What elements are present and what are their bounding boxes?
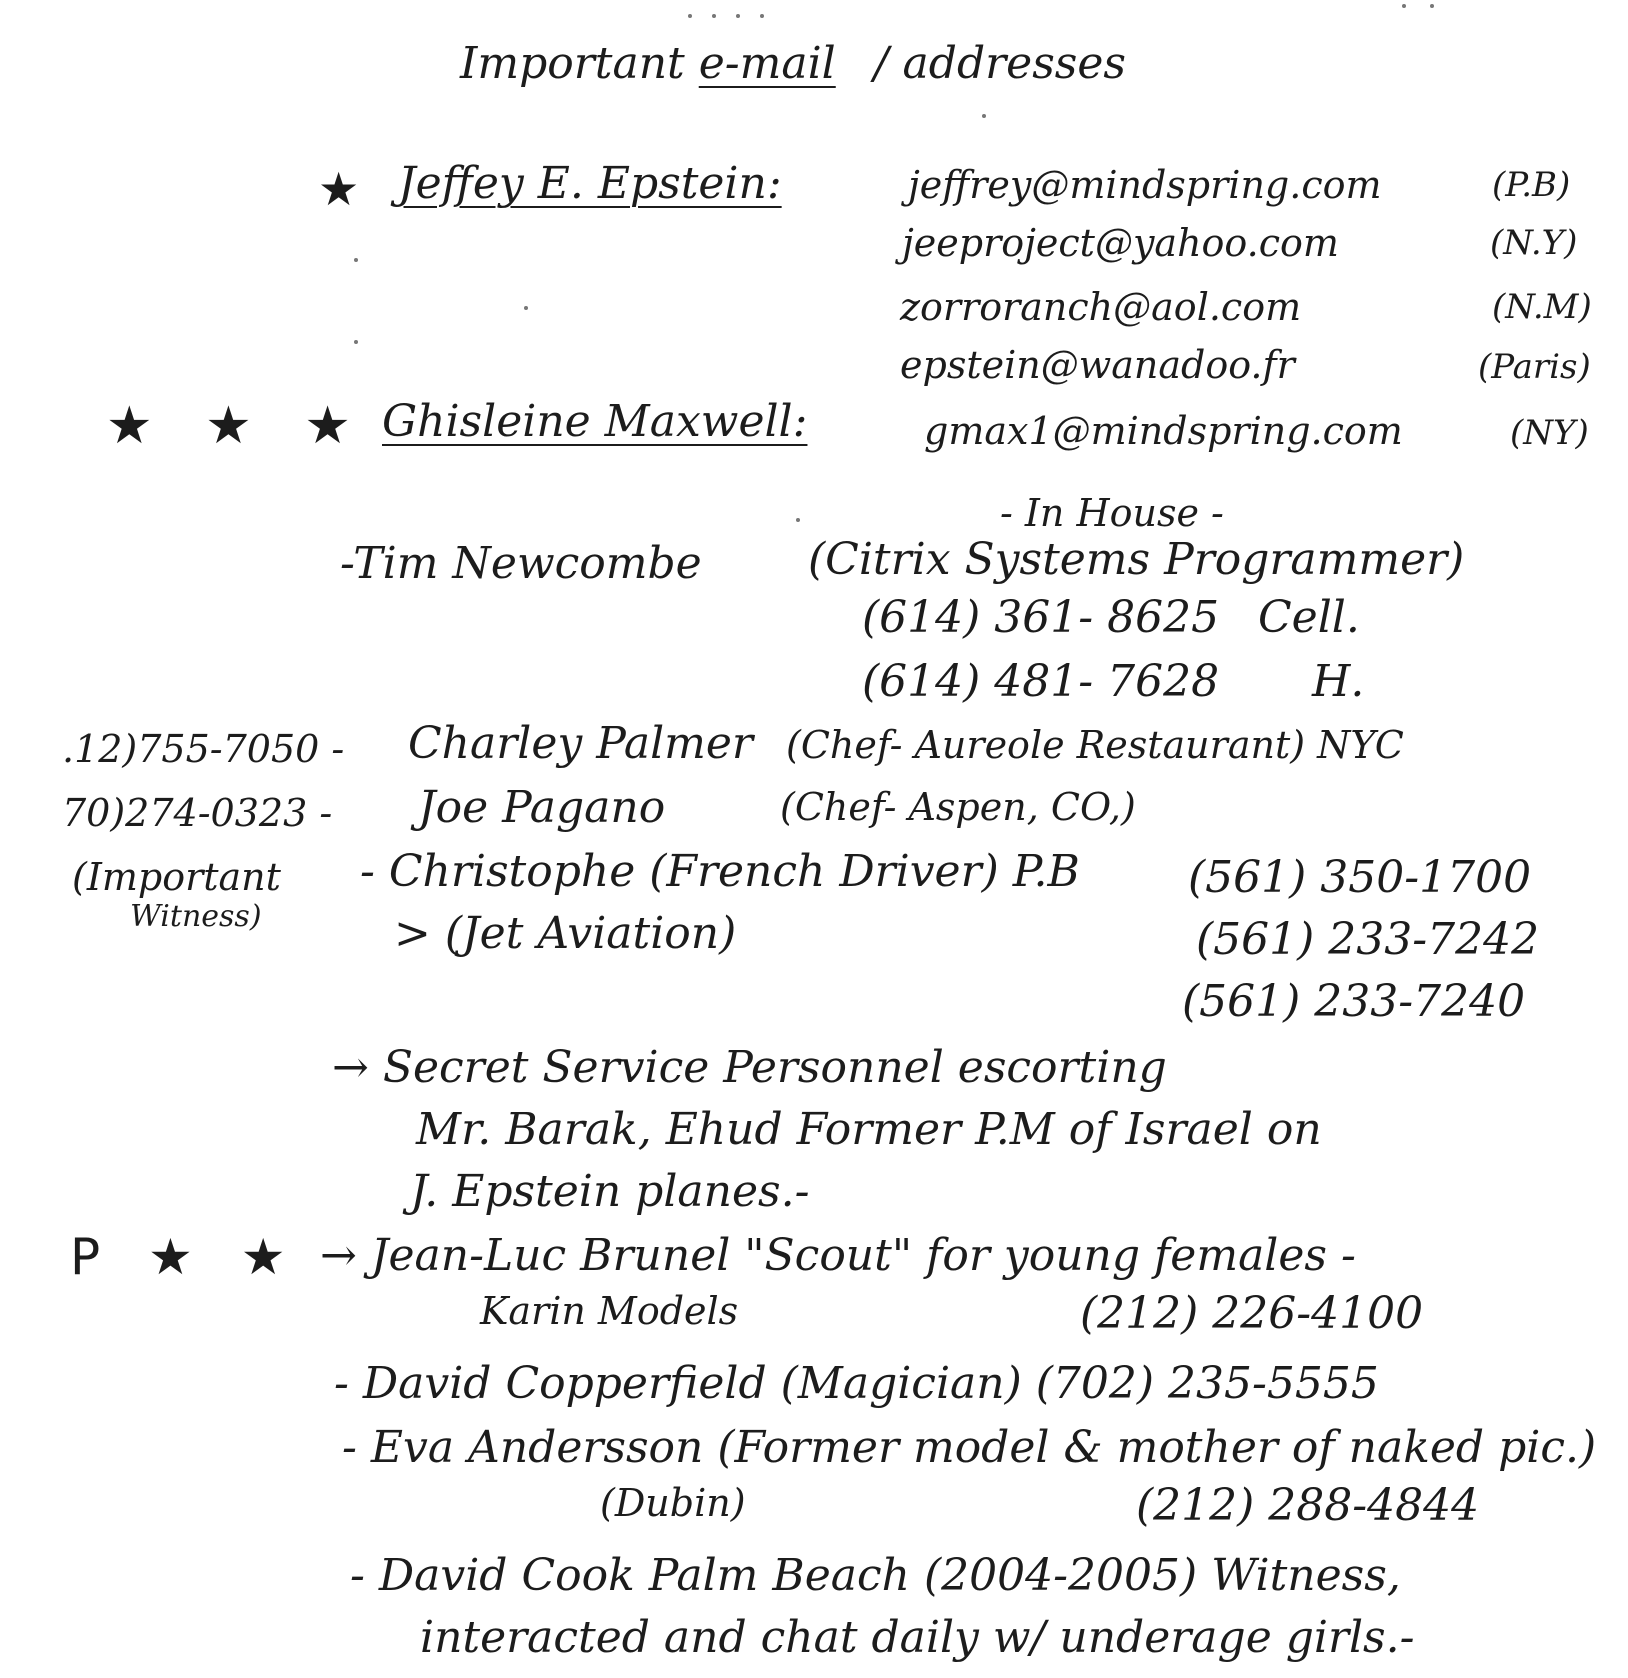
contact-name-eva: - Eva Andersson (Former model & mother of naked pic.) (342, 1422, 1597, 1473)
scan-speck (796, 518, 800, 522)
note-witness: Witness) (130, 899, 262, 934)
email-address: jeffrey@mindspring.com (908, 163, 1382, 207)
email-address: epstein@wanadoo.fr (900, 343, 1295, 387)
contact-sub-eva: (Dubin) (600, 1481, 746, 1525)
phone-number: (212) 288-4844 (1136, 1480, 1480, 1531)
page-title (460, 38, 1126, 89)
title-part1: Important (460, 38, 685, 89)
email-location: (P.B) (1492, 165, 1571, 205)
contact-name-maxwell: Ghisleine Maxwell: (382, 396, 808, 447)
scan-speck (524, 306, 528, 310)
contact-name-epstein: Jeffey E. Epstein: (398, 158, 782, 209)
scan-speck (736, 14, 740, 18)
star-icon: ★ (318, 162, 360, 216)
phone-number: (212) 226-4100 (1080, 1288, 1424, 1339)
phone-number: 70)274-0323 - (62, 791, 333, 835)
scan-speck (982, 114, 986, 118)
phone-number: .12)755-7050 - (62, 727, 345, 771)
contact-role-charley: (Chef- Aureole Restaurant) NYC (786, 723, 1404, 767)
contact-name-christophe: - Christophe (French Driver) P.B (360, 846, 1080, 897)
scan-speck (760, 14, 764, 18)
secret-service-line-3: J. Epstein planes.- (410, 1166, 810, 1217)
email-address: zorroranch@aol.com (900, 285, 1302, 329)
phone-number: (614) 361- 8625 (862, 592, 1220, 643)
phone-number: (561) 233-7240 (1182, 976, 1526, 1027)
note-important: (Important (72, 855, 281, 899)
contact-role-tim: (Citrix Systems Programmer) (808, 534, 1465, 585)
email-address: jeeproject@yahoo.com (902, 221, 1339, 265)
title-part3: / addresses (873, 38, 1126, 89)
secret-service-line-1: → Secret Service Personnel escorting (332, 1042, 1167, 1093)
contact-agency-brunel: Karin Models (480, 1289, 739, 1333)
contact-name-brunel: → Jean-Luc Brunel "Scout" for young females - (320, 1230, 1356, 1281)
phone-type: H. (1312, 656, 1365, 707)
email-location: (N.Y) (1490, 223, 1578, 263)
phone-type: Cell. (1258, 592, 1360, 643)
contact-cook-line-2: interacted and chat daily w/ underage girls.- (420, 1612, 1415, 1663)
email-address: gmax1@mindspring.com (924, 409, 1403, 453)
secret-service-line-2: Mr. Barak, Ehud Former P.M of Israel on (416, 1104, 1322, 1155)
scan-speck (354, 340, 358, 344)
contact-sub-christophe: > (Jet Aviation) (394, 908, 737, 959)
in-house-label: - In House - (1000, 491, 1224, 535)
contact-name-tim: -Tim Newcombe (340, 538, 702, 589)
scan-speck (1430, 4, 1434, 8)
scan-speck (354, 258, 358, 262)
contact-cook-line-1: - David Cook Palm Beach (2004-2005) Witness, (350, 1550, 1401, 1601)
contact-copperfield: - David Copperfield (Magician) (702) 235-5555 (334, 1358, 1379, 1409)
phone-number: (561) 233-7242 (1196, 914, 1540, 965)
email-location: (N.M) (1492, 287, 1592, 327)
scan-speck (688, 14, 692, 18)
phone-number: (561) 350-1700 (1188, 852, 1532, 903)
title-part2: e-mail (698, 38, 836, 89)
contact-name-joe: Joe Pagano (418, 782, 666, 833)
star-icon: P ★ ★ (70, 1228, 302, 1286)
contact-name-charley: Charley Palmer (408, 718, 753, 769)
contact-role-joe: (Chef- Aspen, CO,) (780, 785, 1136, 829)
phone-number: (614) 481- 7628 (862, 656, 1220, 707)
email-location: (NY) (1510, 413, 1589, 453)
star-icon: ★ ★ ★ (106, 396, 369, 456)
email-location: (Paris) (1478, 347, 1591, 387)
scan-speck (1402, 4, 1406, 8)
scan-speck (712, 14, 716, 18)
